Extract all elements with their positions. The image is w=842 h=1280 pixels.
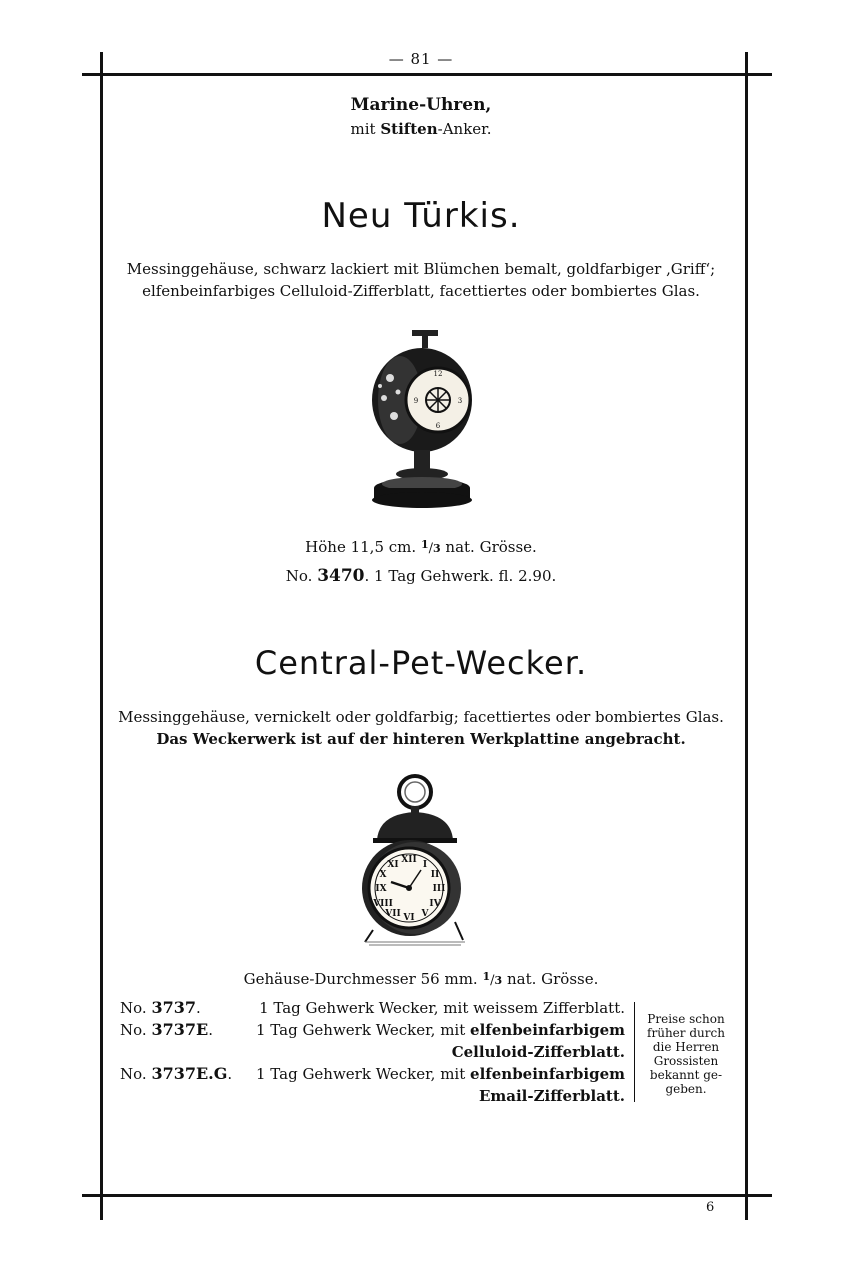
price-note-line: Grossisten [653,1054,719,1068]
item-row-3737 [120,997,625,1019]
svg-text:3: 3 [457,397,463,405]
item-text: 1 Tag Gehwerk Wecker, mit weissem Zifferblatt. [259,999,625,1017]
price-note-line: früher durch [647,1026,725,1040]
item-no: 3737E.G [151,1064,228,1083]
item-row-3737eg [120,1063,625,1085]
svg-text:X: X [379,870,387,880]
item-row-3737eg-cont: Email-Zifferblatt. [478,1087,625,1105]
price-note-line: die Herren [652,1040,720,1054]
alarm-clock-illustration [355,770,475,950]
section2-desc-line1: Messinggehäuse, vernickelt oder goldfarbig; facettiertes oder bombiertes Glas. [118,708,724,726]
svg-text:II: II [430,870,440,880]
svg-text:IV: IV [429,899,441,909]
svg-text:12: 12 [433,370,443,378]
item-text-bold: elfenbeinfarbigem [470,1065,625,1083]
section2-fraction-num: 1 [482,970,491,983]
section1-item-post: . 1 Tag Gehwerk. fl. 2.90. [364,567,557,585]
svg-text:VI: VI [403,913,415,923]
item-text [240,1063,625,1085]
item-text [240,1019,625,1041]
section1-height-line: Höhe 11,5 cm. $^1$/3 nat. Grösse. [305,538,537,556]
header-subtitle-post: -Anker. [437,120,492,138]
section1-fraction-den: 3 [432,542,441,555]
bottom-rule [82,1194,772,1197]
section2-desc-line2: Das Weckerwerk ist auf der hinteren Werkplattine angebracht. [156,730,686,748]
section1-item-line [0,566,842,586]
section2-diameter-pre: Gehäuse-Durchmesser 56 mm. [243,970,478,988]
price-note-line: bekannt ge- [649,1068,723,1082]
header-title: Marine-Uhren, [350,95,492,115]
item-text-plain: 1 Tag Gehwerk Wecker, mit [255,1021,466,1039]
section1-height-pre: Höhe 11,5 cm. [305,538,417,556]
section1-item-pre: No. [285,567,313,585]
section1-desc-line1: Messinggehäuse, schwarz lackiert mit Blümchen bemalt, goldfarbiger ‚Griff‘; [126,260,716,278]
item-no-post: . [208,1021,213,1039]
item-no-pre: No. [120,1021,147,1039]
price-note-line: Preise schon [647,1012,725,1026]
item-text-bold: elfenbeinfarbigem [470,1021,625,1039]
section1-height-post: nat. Grösse. [445,538,537,556]
section2-diameter-post: nat. Grösse. [506,970,599,988]
price-note-line: geben. [665,1082,707,1096]
item-row-3737e-cont: Celluloid-Zifferblatt. [451,1043,625,1061]
item-text-plain: 1 Tag Gehwerk Wecker, mit [255,1065,466,1083]
section1-desc-line2: elfenbeinfarbiges Celluloid-Zifferblatt, facettiertes oder bombiertes Glas. [142,282,700,300]
svg-text:I: I [422,860,428,870]
svg-text:9: 9 [413,397,419,405]
svg-text:XII: XII [401,855,417,865]
section2-fraction-den: 3 [494,974,503,987]
header-subtitle-bold: Stiften [380,120,438,138]
svg-text:III: III [432,884,446,894]
svg-text:VII: VII [385,909,401,919]
svg-text:XI: XI [387,860,399,870]
top-rule [82,73,772,76]
header-subtitle [0,120,842,138]
svg-text:6: 6 [435,422,441,430]
svg-text:VIII: VIII [373,899,393,909]
page-number: — 81 — [388,50,454,68]
price-note-bracket [634,1002,635,1102]
footer-number: 6 [706,1200,715,1215]
item-no-post: . [195,999,201,1017]
section1-item-no: 3470 [317,566,365,586]
section2-diameter-line: Gehäuse-Durchmesser 56 mm. $^1$/3 nat. Grösse. [243,970,599,988]
item-no-pre: No. [120,999,147,1017]
item-row-3737e [120,1019,625,1041]
svg-text:V: V [421,909,429,919]
item-no: 3737E [151,1020,209,1039]
item-no-pre: No. [120,1065,147,1083]
globe-clock-illustration [360,328,490,513]
header-subtitle-pre: mit [350,120,381,138]
svg-text:IX: IX [375,884,387,894]
price-note [638,1012,734,1096]
section1-title: Neu Türkis. [321,196,521,236]
section2-title: Central-Pet-Wecker. [254,644,588,682]
section1-fraction-num: 1 [420,538,429,551]
item-no-post: . [227,1065,233,1083]
item-no: 3737 [151,998,196,1017]
